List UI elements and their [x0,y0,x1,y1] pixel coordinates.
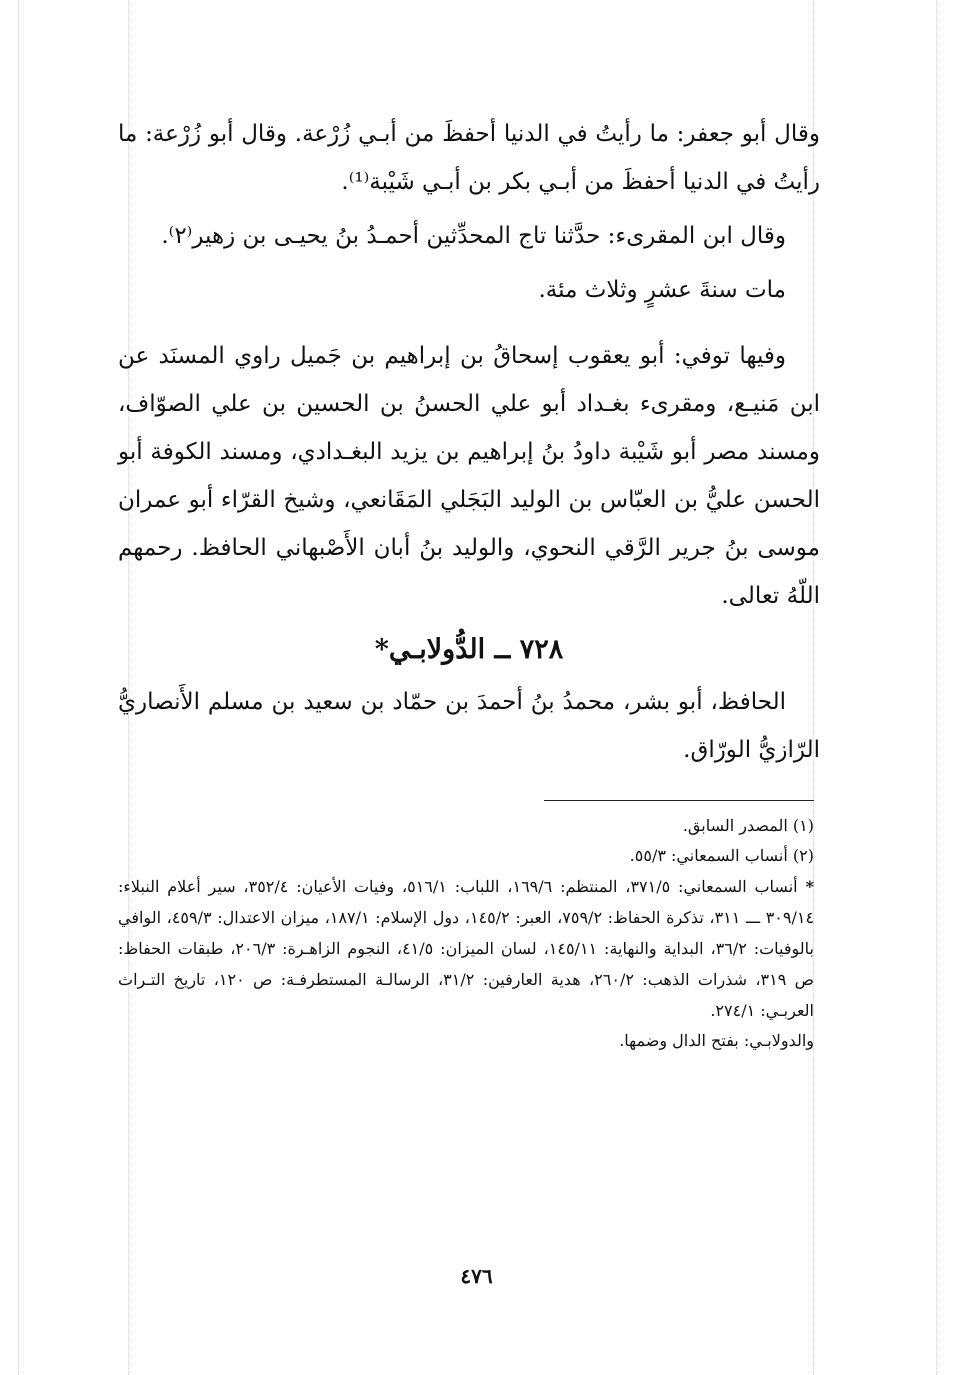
scan-guide-line [936,0,937,1375]
paragraph-ibn-al-muqri: وقال ابن المقرىء: حدَّثنا تاج المحدِّثين أحمـدُ بنُ يحيـى بن زهير⁽٢⁾. [161,223,786,249]
paragraph-abu-jafar: وقال أبو جعفر: ما رأيتُ في الدنيا أحفظَ من أبـي زُرْعة. وقال أبو زُرْعة: ما رأيتُ في الدنيا أحفظَ من أبـي بكر بن أبـي شَيْبة⁽¹⁾. [118,121,820,195]
paragraph-death-year: مات سنةَ عشرٍ وثلاث مئة. [538,277,786,303]
book-page [118,110,820,1056]
sources-marker: * [805,877,814,896]
footnote-1: (١) المصدر السابق. [682,816,814,835]
paragraph-deaths-list: وفيها توفي: أبو يعقوب إسحاقُ بن إبراهيم بن جَميل راوي المسنَد عن ابن مَنيـع، ومقرىء بغـداد أبو علي الحسنُ بن الحسين بن علي الصوّاف، ومسند مصر أبو شَيْبة داودُ بنُ إبراهيم بن يزيد البغـدادي، ومسند الكوفة أبو الحسن عليُّ بن العبّاس بن الوليد البَجَلي المَقَانعي، وشيخ القرّاء أبو عمران موسى بنُ جرير الرَّقي النحوي، والوليد بنُ أبان الأَصْبهاني الحافظ. رحمهم اللّهُ تعالى. [118,343,820,609]
footnote-divider [544,800,814,801]
sources-note: والدولابـي: بفتح الدال وضمها. [619,1031,814,1050]
scan-guide-line [18,0,19,1375]
biography-title: ٧٢٨ ــ الدُّولابـي* [374,634,564,665]
sources-text: أنساب السمعاني: ٣٧١/٥، المنتظم: ١٦٩/٦، اللباب: ٥١٦/١، وفيات الأعيان: ٣٥٢/٤، سير أعلام النبلاء: ٣٠٩/١٤ ـــ ٣١١، تذكرة الحفاظ: ٧٥٩/٢، العبر: ١٤٥/٢، دول الإسلام: ١٨٧/١، ميزان الاعتدال: ٤٥٩/٣، الوافي بالوفيات: ٣٦/٢، البداية والنهاية: ١٤٥/١١، لسان الميزان: ٤١/٥، النجوم الزاهـرة: ٢٠٦/٣، طبقات الحفاظ: ص ٣١٩، شذرات الذهب: ٢٦٠/٢، هدية العارفين: ٣١/٢، الرسالـة المستطرفـة: ص ١٢٠، تاريخ التـراث العربـي: ٢٧٤/١. [118,877,815,1020]
footnote-2: (٢) أنساب السمعاني: ٥٥/٣. [629,846,814,865]
sources-footnote [118,871,820,1026]
page-number: ٤٧٦ [460,1264,493,1288]
biography-text: الحافظ، أبو بشر، محمدُ بنُ أحمدَ بن حمّاد بن سعيد بن مسلم الأَنصاريُّ الرّازيُّ الورّاق. [118,689,820,763]
